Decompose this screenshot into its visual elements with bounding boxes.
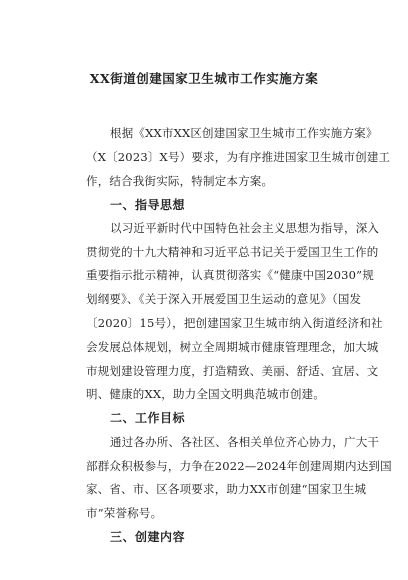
section-2-line-1: 通过各办所、各社区、各相关单位齐心协力，广大干 [110, 435, 380, 449]
section-2-line-3: 家、省、市、区各项要求，助力XX市创建“国家卫生城 [86, 482, 367, 496]
section-1-heading: 一、指导思想 [110, 198, 186, 212]
section-1-line-4: 划纲要》、《关于深入开展爱国卫生运动的意见》（国发 [86, 292, 362, 306]
section-2-line-2: 部群众积极参与，力争在2022—2024年创建周期内达到国 [86, 459, 392, 473]
section-1-line-2: 贯彻党的十九大精神和习近平总书记关于爱国卫生工作的 [86, 245, 379, 259]
intro-line-2: （X〔2023〕X号）要求，为有序推进国家卫生城市创建工 [86, 150, 391, 164]
intro-line-3: 作，结合我街实际，特制定本方案。 [86, 174, 274, 188]
section-3-heading: 三、创建内容 [110, 530, 186, 544]
section-2-heading: 二、工作目标 [110, 411, 186, 425]
section-1-line-5: 〔2020〕15号），把创建国家卫生城市纳入街道经济和社 [86, 316, 383, 330]
section-1-line-1: 以习近平新时代中国特色社会主义思想为指导，深入 [110, 221, 380, 235]
section-2-line-4: 市”荣誉称号。 [86, 506, 163, 520]
section-1-line-8: 明、健康的XX，助力全国文明典范城市创建。 [86, 387, 326, 401]
intro-line-1: 根据《XX市XX区创建国家卫生城市工作实施方案》 [110, 126, 378, 140]
section-1-line-7: 市规划建设管理力度，打造精致、美丽、舒适、宜居、文 [86, 364, 379, 378]
section-1-line-6: 会发展总体规划，树立全周期城市健康管理理念，加大城 [86, 340, 379, 354]
section-1-line-3: 重要指示批示精神，认真贯彻落实《“健康中国2030”规 [86, 268, 374, 282]
document-title: XX街道创建国家卫生城市工作实施方案 [89, 71, 319, 86]
